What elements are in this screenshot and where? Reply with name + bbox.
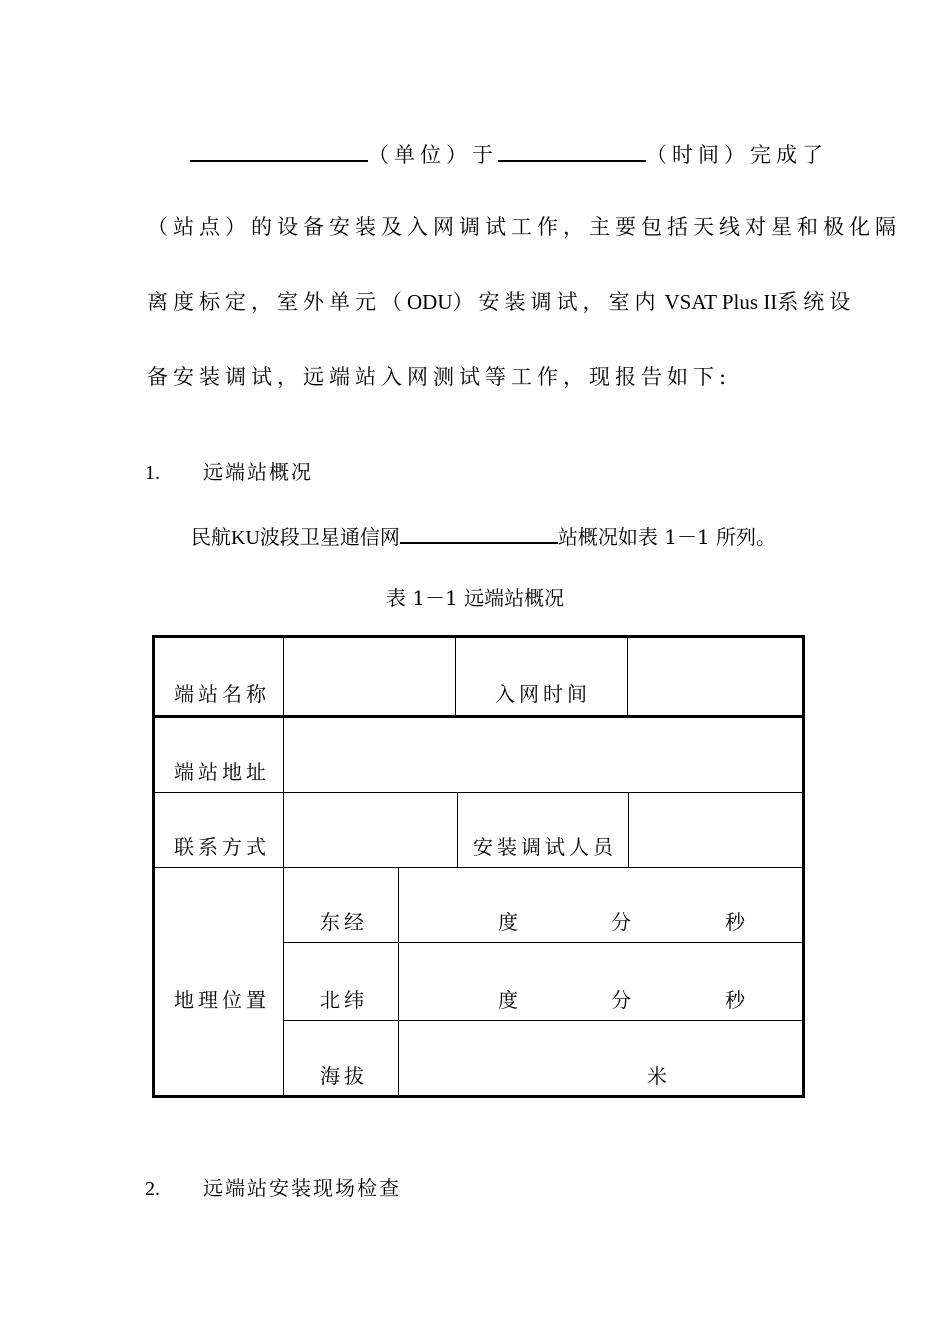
intro-ku: KU xyxy=(231,527,260,549)
unit-blank[interactable] xyxy=(190,138,368,162)
station-address-label: 端站地址 xyxy=(174,760,270,784)
section-2-title: 远端站安装现场检查 xyxy=(203,1176,401,1200)
intro-suffix: 站概况如表 1－1 所列。 xyxy=(557,525,777,549)
station-name-label: 端站名称 xyxy=(174,682,270,706)
section-2-number: 2. xyxy=(145,1178,160,1200)
station-overview-table xyxy=(152,635,805,1098)
paragraph-line-2: （站点）的设备安装及入网调试工作，主要包括天线对星和极化隔 xyxy=(147,215,901,239)
station-name-value[interactable] xyxy=(284,640,454,714)
section-2-heading xyxy=(145,1173,401,1204)
time-label: （时间）完成了 xyxy=(646,143,828,167)
intro-prefix: 民航 xyxy=(191,525,231,549)
north-minute-unit: 分 xyxy=(611,988,635,1012)
join-time-value[interactable] xyxy=(628,640,800,714)
north-second-unit: 秒 xyxy=(725,988,749,1012)
line3-text-e: 系统设 xyxy=(777,290,856,314)
paragraph-line-4: 备安装调试，远端站入网测试等工作，现报告如下: xyxy=(147,365,732,389)
section-1-title: 远端站概况 xyxy=(203,460,313,484)
section-1-heading xyxy=(145,457,313,488)
east-longitude-label: 东经 xyxy=(320,910,368,934)
installer-label: 安装调试人员 xyxy=(473,835,617,859)
time-blank[interactable] xyxy=(498,138,646,162)
installer-value[interactable] xyxy=(629,793,800,866)
table-caption: 表 1－1 远端站概况 xyxy=(385,586,565,610)
intro-middle: 波段卫星通信网 xyxy=(259,525,400,549)
altitude-label: 海拔 xyxy=(320,1064,368,1088)
paragraph-line-1 xyxy=(190,138,828,170)
north-latitude-label: 北纬 xyxy=(320,988,368,1012)
join-time-label: 入网时间 xyxy=(495,682,591,706)
east-degree-unit: 度 xyxy=(498,910,522,934)
contact-value[interactable] xyxy=(284,793,456,866)
east-minute-unit: 分 xyxy=(611,910,635,934)
north-degree-unit: 度 xyxy=(498,988,522,1012)
section-1-number: 1. xyxy=(145,462,160,484)
altitude-meter-unit: 米 xyxy=(647,1064,671,1088)
station-address-value[interactable] xyxy=(284,719,800,791)
east-second-unit: 秒 xyxy=(725,910,749,934)
line3-odu: ODU xyxy=(407,290,453,314)
line3-text-a: 离度标定，室外单元（ xyxy=(147,290,407,314)
intro-line xyxy=(191,520,776,553)
contact-label: 联系方式 xyxy=(174,835,270,859)
unit-label: （单位）于 xyxy=(368,143,498,167)
paragraph-line-3 xyxy=(147,287,855,317)
line3-vsat: VSAT Plus II xyxy=(664,290,778,314)
geo-location-label: 地理位置 xyxy=(174,988,270,1012)
line3-text-c: ）安装调试，室内 xyxy=(452,290,661,314)
station-blank[interactable] xyxy=(400,520,558,544)
